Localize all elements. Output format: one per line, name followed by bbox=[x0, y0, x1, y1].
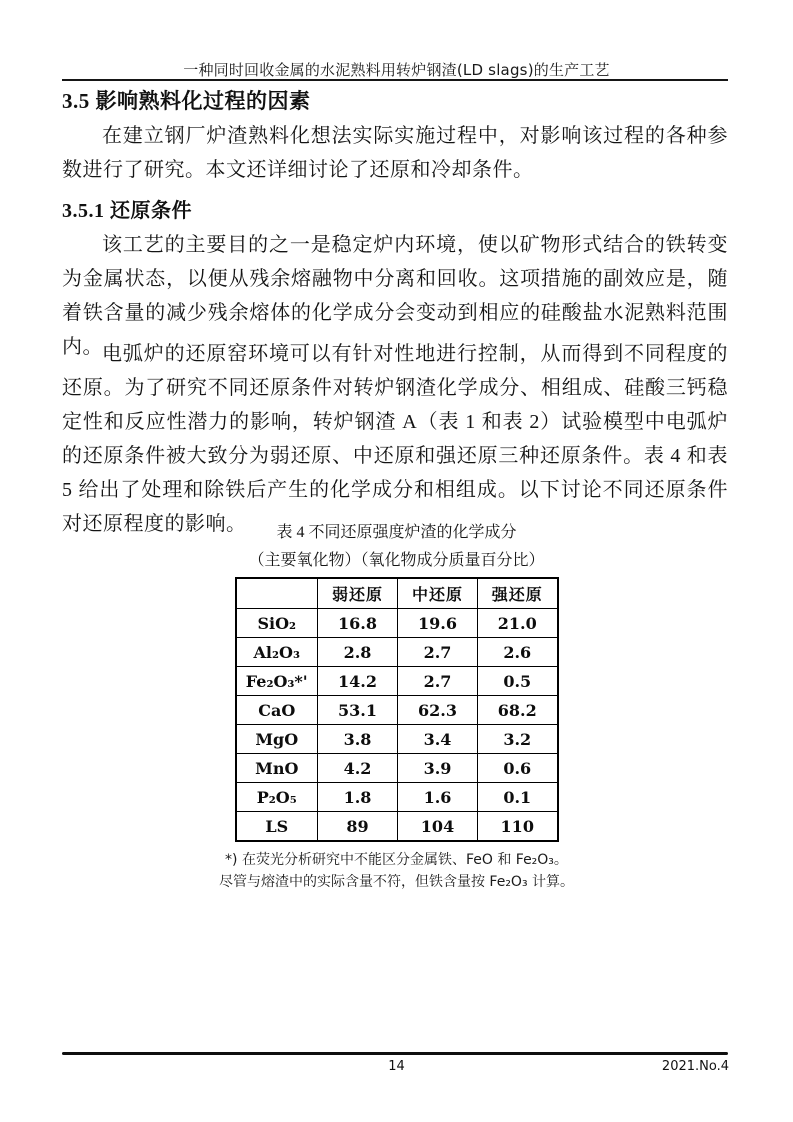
value-cell: 1.6 bbox=[398, 783, 478, 812]
header-divider-line bbox=[62, 79, 728, 81]
value-cell: 68.2 bbox=[478, 696, 558, 725]
value-cell: 4.2 bbox=[318, 754, 398, 783]
value-cell: 0.5 bbox=[478, 667, 558, 696]
value-cell: 89 bbox=[318, 812, 398, 842]
value-cell: 21.0 bbox=[478, 609, 558, 638]
row-label-cell: LS bbox=[236, 812, 318, 842]
value-cell: 16.8 bbox=[318, 609, 398, 638]
table-row bbox=[236, 754, 558, 783]
row-label-cell: CaO bbox=[236, 696, 318, 725]
footer-divider-line bbox=[62, 1052, 728, 1055]
value-cell: 0.6 bbox=[478, 754, 558, 783]
table-container bbox=[0, 577, 793, 842]
value-cell: 62.3 bbox=[398, 696, 478, 725]
value-cell: 110 bbox=[478, 812, 558, 842]
table-row bbox=[236, 725, 558, 754]
value-cell: 1.8 bbox=[318, 783, 398, 812]
table-footnote bbox=[0, 849, 793, 893]
row-label-cell: MgO bbox=[236, 725, 318, 754]
header-cell-medium-reduction: 中还原 bbox=[398, 578, 478, 609]
paragraph: 电弧炉的还原窑环境可以有针对性地进行控制，从而得到不同程度的还原。为了研究不同还原条件对转炉钢渣化学成分、相组成、硅酸三钙稳定性和反应性潜力的影响，转炉钢渣 A（表 1 和表 2）试验模型中电弧炉的还原条件被大致分为弱还原、中还原和强还原三种还原条件。表 4 和表 5 给出了处理和除铁后产生的化学成分和相组成。以下讨论不同还原条件对还原程度的影响。 bbox=[62, 343, 728, 535]
value-cell: 3.4 bbox=[398, 725, 478, 754]
value-cell: 2.7 bbox=[398, 667, 478, 696]
value-cell: 53.1 bbox=[318, 696, 398, 725]
table-row bbox=[236, 696, 558, 725]
table-row bbox=[236, 783, 558, 812]
paragraph: 在建立钢厂炉渣熟料化想法实际实施过程中，对影响该过程的各种参数进行了研究。本文还详细讨论了还原和冷却条件。 bbox=[62, 125, 728, 181]
subsection-heading: 3.5.1 还原条件 bbox=[62, 200, 192, 222]
header-cell-weak-reduction: 弱还原 bbox=[318, 578, 398, 609]
row-label-cell: MnO bbox=[236, 754, 318, 783]
page-number: 14 bbox=[388, 1059, 405, 1074]
section-heading: 3.5 影响熟料化过程的因素 bbox=[62, 89, 311, 113]
footnote-line: 尽管与熔渣中的实际含量不符，但铁含量按 Fe₂O₃ 计算。 bbox=[218, 874, 575, 890]
paragraph: 该工艺的主要目的之一是稳定炉内环境，使以矿物形式结合的铁转变为金属状态，以便从残余熔融物中分离和回收。这项措施的副效应是，随着铁含量的减少残余熔体的化学成分会变动到相应的硅酸盐水泥熟料范围内。 bbox=[62, 234, 728, 358]
issue-number: 2021.No.4 bbox=[661, 1059, 729, 1074]
value-cell: 19.6 bbox=[398, 609, 478, 638]
chemical-composition-table bbox=[235, 577, 559, 842]
value-cell: 0.1 bbox=[478, 783, 558, 812]
table-header-row bbox=[236, 578, 558, 609]
header-cell-strong-reduction: 强还原 bbox=[478, 578, 558, 609]
table-row bbox=[236, 667, 558, 696]
value-cell: 3.2 bbox=[478, 725, 558, 754]
value-cell: 2.6 bbox=[478, 638, 558, 667]
table-caption-title: 表 4 不同还原强度炉渣的化学成分 bbox=[276, 524, 517, 541]
value-cell: 2.8 bbox=[318, 638, 398, 667]
footnote-line: *) 在荧光分析研究中不能区分金属铁、FeO 和 Fe₂O₃。 bbox=[225, 852, 568, 868]
table-row bbox=[236, 812, 558, 842]
row-label-cell: P₂O₅ bbox=[236, 783, 318, 812]
row-label-cell: Fe₂O₃*' bbox=[236, 667, 318, 696]
value-cell: 3.8 bbox=[318, 725, 398, 754]
header-cell-blank bbox=[236, 578, 318, 609]
row-label-cell: SiO₂ bbox=[236, 609, 318, 638]
table-row bbox=[236, 638, 558, 667]
document-header-title: 一种同时回收金属的水泥熟料用转炉钢渣(LD slags)的生产工艺 bbox=[183, 61, 610, 79]
value-cell: 2.7 bbox=[398, 638, 478, 667]
row-label-cell: Al₂O₃ bbox=[236, 638, 318, 667]
value-cell: 104 bbox=[398, 812, 478, 842]
value-cell: 14.2 bbox=[318, 667, 398, 696]
table-caption-subtitle: （主要氧化物）（氧化物成分质量百分比） bbox=[248, 552, 545, 569]
value-cell: 3.9 bbox=[398, 754, 478, 783]
table-row bbox=[236, 609, 558, 638]
